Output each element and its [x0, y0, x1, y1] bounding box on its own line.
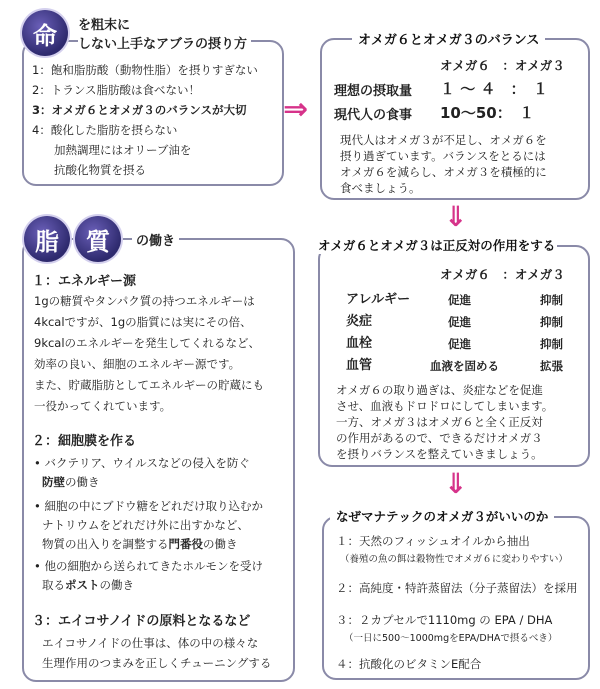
opposite-row-o6: 血液を固める	[430, 359, 499, 373]
opposite-desc: オメガ６の取り過ぎは、炎症などを促進	[336, 383, 543, 397]
intake-item-1: 1：飽和脂肪酸（動物性脂）を摂りすぎない	[32, 63, 258, 77]
intake-item-5: 加熱調理にはオリーブ油を	[54, 143, 192, 157]
lipid-s1-line: 9kcalのエネルギーを発生してくれるなど、	[34, 336, 261, 350]
lipid-s1-title: １：エネルギー源	[32, 274, 137, 289]
lipid-badge-1: 脂	[24, 216, 70, 262]
lipid-badge-2: 質	[75, 216, 121, 262]
lipid-s2-bullet-2c: 物質の出入りを調整する門番役の働き	[42, 537, 238, 551]
life-badge: 命	[22, 10, 68, 56]
lipid-s2-bullet-1b: 防壁の働き	[42, 475, 100, 489]
balance-ideal-value: １ ～ ４ ： １	[440, 80, 548, 98]
arrow-down-icon: ⇓	[444, 467, 468, 500]
opposite-row-o6: 促進	[448, 293, 471, 307]
lipid-title: の働き	[132, 230, 179, 249]
lipid-s2-bullet-3: • 他の細胞から送られてきたホルモンを受け	[34, 559, 263, 573]
why-item-3-sub: （一日に500～1000mgをEPA/DHAで摂るべき）	[344, 633, 558, 644]
lipid-s1-line: 効率の良い、細胞のエネルギー源です。	[34, 357, 241, 371]
opposite-row-label: 血栓	[346, 336, 373, 351]
lipid-s2-bullet-1: • バクテリア、ウイルスなどの侵入を防ぐ	[34, 456, 250, 470]
opposite-row-o6: 促進	[448, 337, 471, 351]
opposite-desc: させ、血液もドロドロにしてしまいます。	[336, 399, 554, 413]
why-item-1-sub: （養殖の魚の餌は穀物性でオメガ６に変わりやすい）	[340, 554, 568, 565]
lipid-s2-title: ２：細胞膜を作る	[32, 434, 137, 449]
balance-ideal-label: 理想の摂取量	[334, 84, 413, 99]
intake-item-3: 3：オメガ６とオメガ３のバランスが大切	[32, 103, 247, 117]
opposite-row-o3: 拡張	[540, 359, 563, 373]
lipid-s1-line: 4kcalですが、1gの脂質には実にその倍、	[34, 315, 252, 329]
why-title: なぜマナテックのオメガ３がいいのか	[330, 507, 554, 525]
why-item-2: ２：高純度・特許蒸留法（分子蒸留法）を採用	[336, 581, 578, 595]
opposite-row-label: 血管	[346, 358, 373, 373]
balance-desc-1: 現代人はオメガ３が不足し、オメガ６を	[340, 133, 547, 147]
lipid-s1-line: また、貯蔵脂肪としてエネルギーの貯蔵にも	[34, 378, 264, 392]
lipid-s1-line: 1gの糖質やタンパク質の持つエネルギーは	[34, 294, 255, 308]
lipid-s1-line: 一役かってくれています。	[34, 399, 172, 413]
lipid-s3-line: 生理作用のつまみを正しくチューニングする	[42, 656, 272, 670]
arrow-down-icon: ⇓	[444, 200, 468, 233]
opposite-row-o3: 抑制	[540, 293, 563, 307]
intake-title-line1: を粗末に	[78, 18, 131, 33]
balance-title: オメガ６とオメガ３のバランス	[352, 29, 545, 48]
why-item-4: ４：抗酸化のビタミンE配合	[336, 657, 482, 671]
balance-modern-label: 現代人の食事	[334, 108, 413, 123]
lipid-s2-bullet-3b: 取るポストの働き	[42, 578, 134, 592]
opposite-title: オメガ６とオメガ３は正反対の作用をする	[318, 238, 556, 253]
opposite-row-o3: 抑制	[540, 315, 563, 329]
intake-title-line2: しない上手なアブラの摂り方	[78, 33, 251, 52]
intake-item-2: 2：トランス脂肪酸は食べない！	[32, 83, 200, 97]
opposite-desc: 一方、オメガ３はオメガ６と全く正反対	[336, 415, 543, 429]
balance-desc-3: オメガ６を減らし、オメガ３を積極的に	[340, 165, 547, 179]
opposite-row-o6: 促進	[448, 315, 471, 329]
opposite-row-label: アレルギー	[346, 292, 411, 307]
opposite-desc: を摂りバランスを整えていきましょう。	[336, 447, 543, 461]
arrow-right-icon: ⇒	[283, 92, 309, 127]
balance-modern-value: 10～50： １	[440, 104, 535, 122]
balance-desc-4: 食べましょう。	[340, 181, 421, 195]
balance-header: オメガ６ ：オメガ３	[440, 58, 565, 73]
opposite-header: オメガ６ ：オメガ３	[440, 267, 565, 282]
opposite-desc: の作用があるので、できるだけオメガ３	[336, 431, 543, 445]
opposite-row-label: 炎症	[346, 314, 373, 329]
why-item-3: ３：２カプセルで1110mg の EPA / DHA	[336, 613, 553, 627]
lipid-s3-title: ３：エイコサノイドの原料となるなど	[32, 614, 251, 629]
opposite-row-o3: 抑制	[540, 337, 563, 351]
lipid-s3-line: エイコサノイドの仕事は、体の中の様々な	[42, 636, 259, 650]
why-item-1: １：天然のフィッシュオイルから抽出	[336, 534, 530, 548]
intake-item-6: 抗酸化物質を摂る	[54, 163, 146, 177]
lipid-s2-bullet-2b: ナトリウムをどれだけ外に出すかなど、	[42, 518, 249, 532]
intake-item-4: 4：酸化した脂肪を摂らない	[32, 123, 178, 137]
balance-desc-2: 摂り過ぎています。バランスをとるには	[340, 149, 546, 163]
lipid-s2-bullet-2: • 細胞の中にブドウ糖をどれだけ取り込むか	[34, 499, 263, 513]
